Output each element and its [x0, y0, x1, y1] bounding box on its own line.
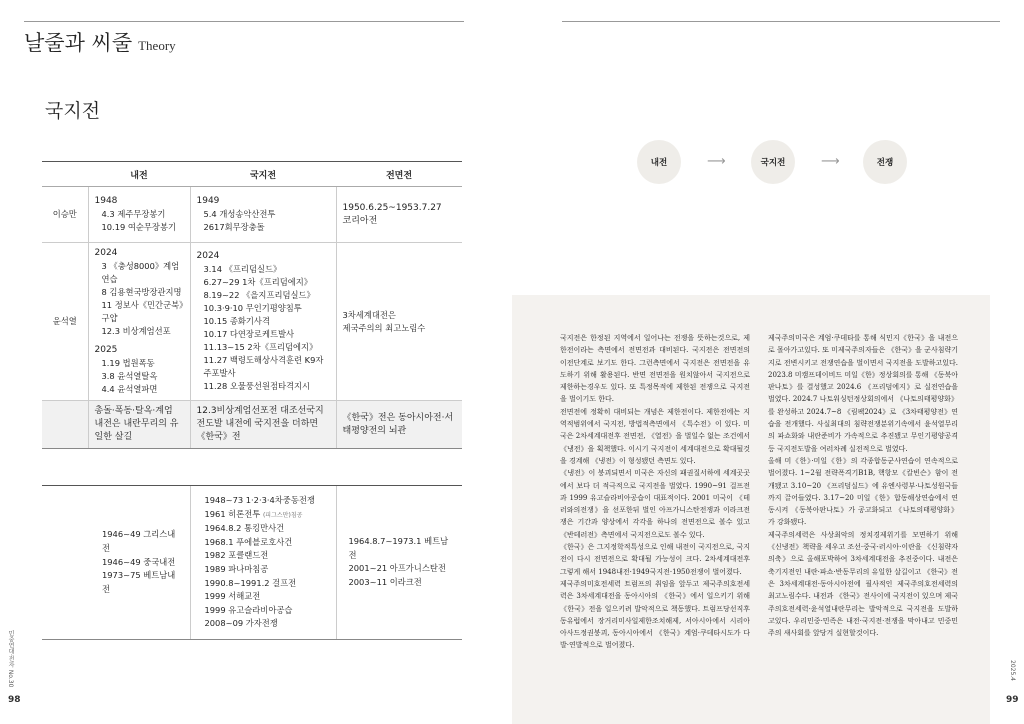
cell-line: 2025: [94, 345, 118, 355]
cell-line: 10.15 종화기사격: [203, 316, 270, 326]
cell-line: 1990.8~1991.2 걸프전: [204, 577, 297, 588]
cell-line: 2003~11 이라크전: [348, 577, 422, 588]
cell-line: 1999 서해교전: [204, 591, 261, 602]
cell-line: 2008~09 가자전쟁: [204, 618, 278, 629]
cell-line: 1973~75 베트남내전: [102, 570, 176, 594]
cell-line: 11.13~15 2차《프리덤에지》: [203, 342, 318, 352]
cell-line: 1946~49 그리스내전: [102, 529, 176, 554]
cell-line: 11 정보사《민간군북》구얍: [101, 300, 184, 323]
row-label: 이승만: [42, 187, 88, 243]
world-local-cell: [190, 486, 336, 640]
arrow-right-icon: ⟶: [707, 154, 726, 169]
cell-line: 제국주의의 최고노림수: [342, 322, 426, 333]
cell-line: 코리아전: [342, 215, 378, 226]
cell-line: 1948~73 1·2·3·4차중동전쟁: [204, 495, 315, 505]
paragraph: 제국주의세력은 사상최악의 정치경제위기를 모면하기 위해 《신냉전》책략을 세우고 조선·중국·러시아·이란을 《신침략자의축》으로 올해포박하여 3차세계대전을 추진중이다. 내전은 축기지전인 내란·파쇼·반동무리의 유일한 살길이고 《한국》전은 3차세계대전·동아시아전에 필사적인 제국주의호전세력의 최고노림수다. 내전과 《한국》전사이에 국지전이 있으며 제국주의호전세력·윤석열내란무리는 발악적으로 국지전을 도발하고있다. 우리민중·민족은 내전·국지전·전쟁을 막아내고 민중민주의 새사회를 앞당겨 실현할것이다.: [768, 530, 958, 638]
table-row: [42, 187, 462, 243]
cell-local: [190, 243, 336, 401]
paragraph: 국지전은 한정된 지역에서 일어나는 전쟁을 뜻하는것으로, 제한전이라는 측면에서 전면전과 대비된다. 국지전은 전면전의 이전단계로 보기도 한다. 그런측면에서 국지전은 전면전을 유도하기 위해 활용된다. 반면 전면전을 원치않아서 국지전으로 제한하는경우도 있다. 또 특정목적에 제한된 전쟁으로 국지전을 벌이기도 한다.: [560, 334, 750, 404]
section-title: [24, 27, 176, 57]
cell-line: 10.3·9·10 무인기평양침투: [203, 303, 302, 313]
header-local-war: 국지전: [190, 162, 336, 187]
cell-line: 3 《충성8000》계엄연습: [101, 261, 180, 284]
summary-full: 《한국》전은 동아시아전·서태평양전의 뇌관: [336, 401, 462, 449]
paragraph: 올해 미《한》·미일《한》의 각종합동군사연습이 연속적으로 벌어졌다. 1~2월 전략폭격기B1B, 핵항모《칼빈슨》함이 전개됐고 3.10~20 《프리덤실드》에 유엔사령부·나토성원국들까지 끌어들였다. 3.17~20 미일《한》합동해상연습에서 연동시켜 《동북아판나토》가 공고화되고 《나토의태평양화》가 강화됐다.: [768, 456, 958, 527]
cell-line: 3.8 윤석열탈옥: [101, 371, 158, 381]
cell-line: 2024: [94, 248, 118, 258]
cell-line: 1964.8.2 통킹만사건: [204, 523, 285, 534]
paragraph: 제국주의미호전세력 트럼프의 취임을 앞두고 제국주의호전세력은 3차세계대전을 동아시아의 《한국》에서 일으키기 위해 《한국》전을 일으키려 발악적으로 책동했다. 트럼프당선직후 동유럽에서 장거리미사일제한조치해제, 서아시아에서 시리아 아사드정권붕괴, 동아시아에서 《한국》계엄·쿠데타시도가 다발·연발적으로 벌어졌다.: [560, 579, 750, 650]
cell-civil: [88, 243, 190, 401]
cell-line: 1948: [94, 196, 118, 206]
body-column-2: [768, 332, 958, 639]
cell-line: 1949: [196, 196, 220, 206]
cell-line: 1950.6.25~1953.7.27: [342, 202, 442, 213]
left-side-label: 민중연대·전자 No.30: [7, 630, 14, 688]
world-civil-cell: [42, 486, 190, 640]
cell-line: 1999 유고슬라비아공습: [204, 604, 293, 615]
top-rule-right: [562, 21, 1000, 22]
cell-line: 1964.8.7~1973.1 베트남전: [348, 536, 449, 560]
page-number-left: 98: [8, 695, 21, 705]
table-row: [42, 243, 462, 401]
summary-label: [42, 401, 88, 449]
cell-line: 12.3 비상계엄선포: [101, 326, 171, 336]
right-page: [512, 0, 1024, 724]
cell-line: 11.28 오물풍선원점타격지시: [203, 381, 311, 391]
row-label: 윤석열: [42, 243, 88, 401]
cell-full: [336, 187, 462, 243]
cell-line: 1946~49 중국내전: [102, 556, 176, 567]
cell-line: 10.17 다연장로케트발사: [203, 329, 295, 339]
cell-line: 5.4 개성송악산전투: [203, 209, 276, 219]
cell-full: [336, 243, 462, 401]
comparison-table: [42, 161, 462, 449]
cell-local: [190, 187, 336, 243]
summary-row: [42, 401, 462, 449]
summary-local: 12.3비상계엄선포전 대조선국지전도발 내전에 국지전을 더하면 《한국》전: [190, 401, 336, 449]
cell-line: 3차세계대전은: [342, 309, 396, 320]
table-row: [42, 486, 462, 640]
cell-civil: [88, 187, 190, 243]
cell-line: [205, 508, 328, 523]
cell-line: 10.19 여순무장봉기: [101, 222, 176, 232]
cell-line: 8.19~22 《을지프리덤실드》: [203, 290, 315, 300]
cell-line: 11.27 백령도해상사격훈련 K9자주포발사: [203, 355, 324, 378]
cell-line: 2001~21 아프가니스탄전: [348, 563, 446, 574]
cell-line: 6.27~29 1차《프리덤에지》: [203, 277, 313, 287]
flow-diagram: [637, 140, 907, 184]
cell-note: (피그스만)침공: [262, 511, 303, 519]
cell-line-text: 1961 히론전투: [204, 508, 261, 519]
cell-line: 4.3 제주무장봉기: [101, 209, 166, 219]
body-column-1: [560, 332, 750, 652]
cell-line: 1.19 법원폭동: [101, 358, 155, 368]
paragraph: 전면전에 정확히 대비되는 개념은 제한전이다. 제한전에는 지역적범위에서 국지전, 방법적측면에서 《특수전》이 있다. 미국은 2차세계대전후 전면전, 《열전》을 벌일수 없는 조건에서 《냉전》을 획책했다. 이시기 국지전이 세계대전으로 확대될것을 경계해 《냉전》이 형성됐던 측면도 있다.: [560, 407, 750, 465]
page-heading: 국지전: [45, 100, 101, 122]
paragraph: 제국주의미국은 계엄·쿠데타를 통해 식민지《한국》을 내전으로 몰아가고있다. 또 미제국주의자들은 《한국》을 군사침략기지로 전변시키고 전쟁연습을 벌이면서 국지전을 도발하고있다. 2023.8 미캠프데이비드 미일《한》정상회의를 통해 《동북아판나토》를 결성했고 2024.6 《프리덤에지》로 실전연습을 벌였다. 2024.7 나토워싱턴정상회의에서 《나토의태평양화》를 완성하고 2024.7~8 《림팩2024》로 《3차태평양전》연습을 전개했다. 사실최대의 침략전쟁분위기속에서 윤석열무리의 파쇼화와 내란준비가 가속적으로 추진됐고 무인기평양공격등 국지전도발을 여러차례 실전적으로 벌였다.: [768, 334, 958, 453]
header-civil-war: 내전: [88, 162, 190, 187]
summary-civil: 총돌·폭동·탈옥·계엄 내전은 내란무리의 유일한 살길: [88, 401, 190, 449]
cell-line: 2024: [196, 251, 220, 261]
header-full-war: 전면전: [336, 162, 462, 187]
top-rule-left: [24, 21, 464, 22]
cell-line: 1968.1 푸에블로호사건: [204, 536, 293, 547]
cell-line: 3.14 《프리덤실드》: [203, 264, 282, 274]
flow-node-civil: 내전: [637, 140, 681, 184]
page-number-right: 99: [1006, 695, 1019, 705]
world-wars-table: [42, 485, 462, 640]
flow-node-local: 국지전: [751, 140, 795, 184]
cell-line: 1989 파나마침공: [204, 563, 269, 574]
cell-line: 4.4 윤석열파면: [101, 384, 158, 394]
cell-line: 1982 포클랜드전: [204, 550, 269, 561]
world-full-cell: [336, 486, 462, 640]
arrow-right-icon: ⟶: [821, 154, 840, 169]
paragraph: 《냉전》이 붕괴되면서 미국은 자신의 패권질서하에 세계곳곳에서 보다 더 적극적으로 국지전을 벌였다. 1990~91 걸프전과 1999 유고슬라비아공습이 대표적이다. 2001 미국이 《테러와의전쟁》을 선포한뒤 벌인 아프가니스탄전쟁과 이라크전쟁은 기간과 양상에서 각각을 하나의 전면전으로 볼수 있고 《반테러전》측면에서 국지전으로도 볼수 있다.: [560, 469, 750, 539]
cell-line: 2617회무장충돌: [203, 222, 265, 232]
table-corner: [42, 162, 88, 187]
section-subtitle: Theory: [138, 38, 176, 53]
section-title-text: 날줄과 씨줄: [24, 31, 133, 55]
cell-line: 8 김용현국방장관지명: [101, 287, 182, 297]
right-side-label: 2025.4: [1009, 660, 1016, 681]
paragraph: 《한국》은 그지정학적특성으로 인해 내전이 국지전으로, 국지전이 다시 전면전으로 확대될 가능성이 크다. 2차세계대전후 그렇게 해서 1948내전·1949국지전·1950전쟁이 벌어졌다.: [560, 543, 750, 576]
flow-node-war: 전쟁: [863, 140, 907, 184]
